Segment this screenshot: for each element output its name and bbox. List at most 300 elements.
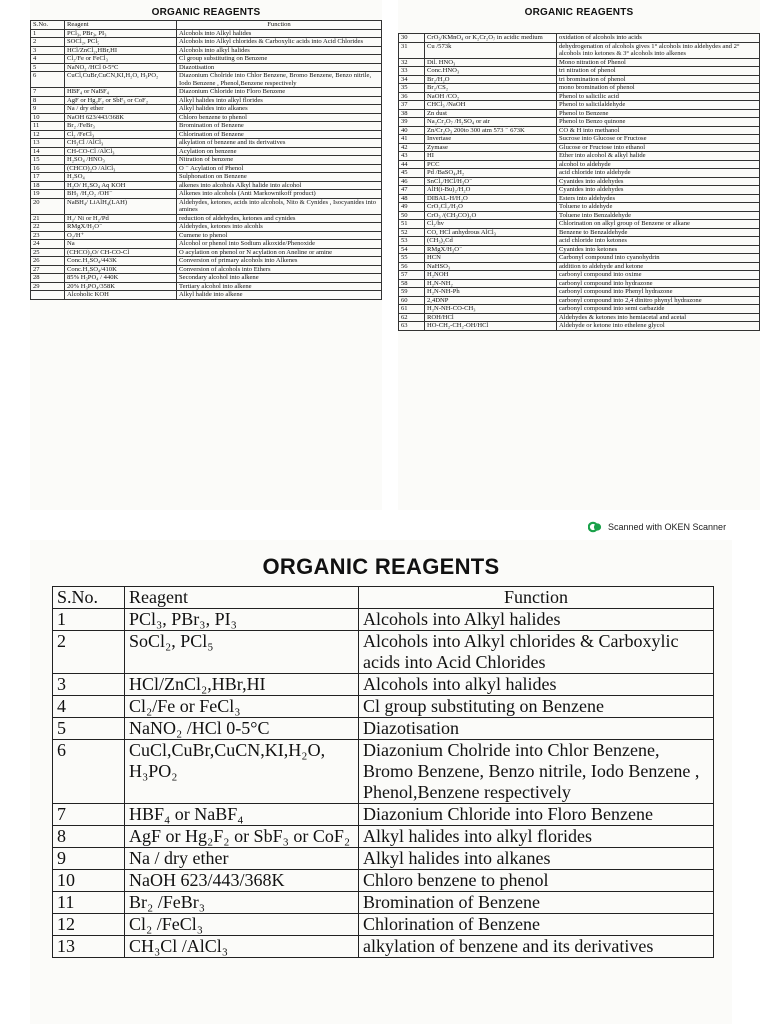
reagent-cell: PCC	[425, 160, 557, 169]
scanned-page-right	[398, 0, 760, 510]
sno-cell: 4	[31, 55, 65, 64]
reagent-cell: H₂/ Ni or H₂/Pd	[65, 214, 177, 223]
reagent-cell: Cl₂/Fe or FeCl₃	[65, 55, 177, 64]
reagent-cell: NaOH 623/443/368K	[125, 870, 359, 892]
function-cell: Chlorination on alkyl group of Benzene or alkane	[557, 220, 760, 229]
function-cell: Phenol to salicilaldehyde	[557, 101, 760, 110]
sno-cell: 7	[31, 88, 65, 97]
function-cell: Alcohol or phenol into Sodium alkoxide/Phenoxide	[177, 240, 382, 249]
function-cell: Alcohols into Alkyl halides	[359, 609, 714, 631]
function-cell: addition to aldehyde and ketone	[557, 262, 760, 271]
sno-cell: 44	[399, 160, 425, 169]
reagent-cell: NaOH /CO₂	[425, 92, 557, 101]
table-row	[31, 198, 382, 214]
sno-cell: 29	[31, 282, 65, 291]
reagent-cell: Cl₂ /FeCl₃	[65, 130, 177, 139]
sno-cell: 15	[31, 156, 65, 165]
table-row	[31, 164, 382, 173]
sno-cell: 60	[399, 296, 425, 305]
reagent-cell: (CHCO)₂O /AlCl₃	[65, 164, 177, 173]
function-cell: Carbonyl compound into cyanohydrin	[557, 254, 760, 263]
function-cell: Phenol to Benzene	[557, 109, 760, 118]
sno-cell: 16	[31, 164, 65, 173]
table-row	[31, 38, 382, 47]
table-row	[399, 84, 760, 93]
sno-cell: 6	[31, 72, 65, 88]
function-cell: Phenol to Benzo quinone	[557, 118, 760, 127]
function-cell: Chlorination of Benzene	[359, 914, 714, 936]
reagent-cell: Na₂Cr₂O₇ /H₂SO₄ or air	[425, 118, 557, 127]
reagent-cell: HBF₄ or NaBF₄	[65, 88, 177, 97]
function-cell: Cyanides into ketones	[557, 245, 760, 254]
function-cell: CO & H into methanol	[557, 126, 760, 135]
table-row	[399, 186, 760, 195]
reagent-cell: (CHCO)₂O/ CH-CO-Cl	[65, 248, 177, 257]
sno-cell: 12	[53, 914, 125, 936]
reagent-cell: NaBH₄/ LiAlH₄(LAH)	[65, 198, 177, 214]
reagent-cell: AgF or Hg₂F₂ or SbF₃ or CoF₂	[65, 96, 177, 105]
reagent-cell: CH-CO-Cl /AlCl₃	[65, 147, 177, 156]
sno-cell: 62	[399, 313, 425, 322]
table-row	[31, 190, 382, 199]
function-cell: Diazotisation	[177, 63, 382, 72]
column-header: S.No.	[31, 21, 65, 30]
function-cell: Alkyl halides into alkyl florides	[177, 96, 382, 105]
table-row	[31, 231, 382, 240]
function-cell: Alcohols into Alkyl chlorides & Carboxylic acids into Acid Chlorides	[359, 631, 714, 674]
table-row	[399, 75, 760, 84]
function-cell: O acylation on phenol or N acylation on Aneline or amine	[177, 248, 382, 257]
table-row	[31, 240, 382, 249]
sno-cell: 39	[399, 118, 425, 127]
function-cell: Esters into aldehydes	[557, 194, 760, 203]
scanned-page-left	[30, 0, 382, 510]
table-row	[53, 826, 714, 848]
sno-cell: 19	[31, 190, 65, 199]
reagents-table	[52, 586, 714, 958]
reagent-cell: Alcoholic KOH	[65, 291, 177, 300]
reagent-cell: HBF₄ or NaBF₄	[125, 804, 359, 826]
sno-cell: 22	[31, 223, 65, 232]
function-cell: Cl group substituting on Benzene	[359, 696, 714, 718]
function-cell: Conversion of alcohols into Ethers	[177, 265, 382, 274]
table-row	[31, 265, 382, 274]
sno-cell: 54	[399, 245, 425, 254]
table-row	[399, 296, 760, 305]
table-row	[31, 274, 382, 283]
sno-cell: 20	[31, 198, 65, 214]
table-row	[31, 105, 382, 114]
table-row	[399, 203, 760, 212]
sno-cell: 3	[31, 46, 65, 55]
reagent-cell: CrO₃/KMnO₄ or K₂Cr₂O₇ in acidic medium	[425, 34, 557, 43]
reagent-cell: Conc.HNO₃	[425, 67, 557, 76]
sno-cell: 57	[399, 271, 425, 280]
table-row	[53, 696, 714, 718]
sno-cell: 37	[399, 101, 425, 110]
sno-cell: 50	[399, 211, 425, 220]
table-row	[31, 122, 382, 131]
sno-cell: 13	[53, 936, 125, 958]
table-row	[31, 29, 382, 38]
reagent-cell: Zymase	[425, 143, 557, 152]
table-row	[399, 42, 760, 58]
reagent-cell: DIBAL-H/H₂O	[425, 194, 557, 203]
table-row	[399, 135, 760, 144]
function-cell: alkenes into alcohols Alkyl halide into alcohol	[177, 181, 382, 190]
table-row	[399, 177, 760, 186]
table-row	[31, 88, 382, 97]
sno-cell: 9	[53, 848, 125, 870]
sno-cell: 55	[399, 254, 425, 263]
function-cell: Mono nitration of Phenol	[557, 58, 760, 67]
reagent-cell: RMgX/H₃O⁻	[425, 245, 557, 254]
table-row	[53, 870, 714, 892]
table-row	[31, 139, 382, 148]
sno-cell	[31, 291, 65, 300]
sno-cell: 35	[399, 84, 425, 93]
table-row	[53, 718, 714, 740]
function-cell: Diazonium Cholride into Chlor Benzene, Bromo Benzene, Benzo nitrile, Iodo Benzene , Phenol,Benzene respectively	[177, 72, 382, 88]
sno-cell: 53	[399, 237, 425, 246]
sno-cell: 8	[53, 826, 125, 848]
function-cell: alkylation of benzene and its derivatives	[359, 936, 714, 958]
table-row	[399, 211, 760, 220]
reagent-cell: PCl₃, PBr₃, PI₃	[65, 29, 177, 38]
table-row	[399, 58, 760, 67]
function-cell: Cumene to phenol	[177, 231, 382, 240]
reagent-cell: H₂O/ H₂SO₄ Aq KOH	[65, 181, 177, 190]
reagent-cell: NaOH 623/443/368K	[65, 113, 177, 122]
function-cell: carbonyl compound into 2,4 dinitro phynyl hydrazone	[557, 296, 760, 305]
table-row	[399, 271, 760, 280]
reagent-cell: H₂N-NH₂	[425, 279, 557, 288]
page-title: ORGANIC REAGENTS	[524, 7, 634, 18]
reagent-cell: H₂N-NH-Ph	[425, 288, 557, 297]
reagent-cell: H₂SO₄	[65, 173, 177, 182]
table-row	[31, 181, 382, 190]
table-row	[31, 113, 382, 122]
reagent-cell: RMgX/H₃O⁻	[65, 223, 177, 232]
function-cell: Aldehydes, ketones, acids into alcohols, Nito & Cynides , Isocyanides into amines	[177, 198, 382, 214]
table-row	[31, 291, 382, 300]
function-cell: Phenol to salicilic acid	[557, 92, 760, 101]
function-cell: acid chloride into aldehyde	[557, 169, 760, 178]
sno-cell: 2	[53, 631, 125, 674]
reagent-cell: NaNO₂ /HCl 0-5°C	[125, 718, 359, 740]
sno-cell: 12	[31, 130, 65, 139]
table-body	[53, 609, 714, 958]
sno-cell: 59	[399, 288, 425, 297]
table-row	[399, 109, 760, 118]
sno-cell: 25	[31, 248, 65, 257]
sno-cell: 8	[31, 96, 65, 105]
table-row	[399, 118, 760, 127]
sno-cell: 6	[53, 740, 125, 804]
page-title: ORGANIC REAGENTS	[151, 7, 261, 18]
table-row	[399, 34, 760, 43]
sno-cell: 4	[53, 696, 125, 718]
table-row	[31, 55, 382, 64]
function-cell: Diazonium Cholride into Chlor Benzene, Bromo Benzene, Benzo nitrile, Iodo Benzene , Phenol,Benzene respectively	[359, 740, 714, 804]
reagent-cell: CH₃Cl /AlCl₃	[65, 139, 177, 148]
table-row	[399, 126, 760, 135]
table-row	[53, 914, 714, 936]
sno-cell: 46	[399, 177, 425, 186]
function-cell: Diazonium Chloride into Floro Benzene	[359, 804, 714, 826]
function-cell: Alkyl halides into alkanes	[359, 848, 714, 870]
table-row	[399, 305, 760, 314]
reagent-cell: NaNO₂ /HCl 0-5°C	[65, 63, 177, 72]
sno-cell: 63	[399, 322, 425, 331]
sno-cell: 30	[399, 34, 425, 43]
scanner-watermark	[588, 520, 726, 534]
table-header-row	[31, 21, 382, 30]
sno-cell: 1	[53, 609, 125, 631]
sno-cell: 1	[31, 29, 65, 38]
reagent-cell: CrO₂Cl₂/H₃O	[425, 203, 557, 212]
table-row	[31, 223, 382, 232]
table-row	[53, 848, 714, 870]
function-cell: Nitration of benzene	[177, 156, 382, 165]
function-cell: Alcohols into Alkyl chlorides & Carboxylic acids into Acid Chlorides	[177, 38, 382, 47]
table-row	[399, 254, 760, 263]
function-cell: Toluene to aldehyde	[557, 203, 760, 212]
sno-cell: 10	[53, 870, 125, 892]
reagent-cell: Dil. HNO₃	[425, 58, 557, 67]
reagent-cell: Br₂/CS₂	[425, 84, 557, 93]
reagent-cell: HCN	[425, 254, 557, 263]
sno-cell: 42	[399, 143, 425, 152]
scanner-label: Scanned with OKEN Scanner	[608, 522, 727, 532]
table-header-row	[53, 587, 714, 609]
table-row	[31, 96, 382, 105]
table-row	[399, 160, 760, 169]
sno-cell: 26	[31, 257, 65, 266]
function-cell: Benzene to Benzaldehyde	[557, 228, 760, 237]
table-row	[399, 220, 760, 229]
table-row	[399, 288, 760, 297]
reagent-cell: Zn/Cr₂O₃ 200to 300 atm 573 ⁻ 673K	[425, 126, 557, 135]
table-row	[53, 631, 714, 674]
sno-cell: 9	[31, 105, 65, 114]
table-row	[399, 152, 760, 161]
function-cell: alkylation of benzene and its derivatives	[177, 139, 382, 148]
table-body	[31, 29, 382, 299]
sno-cell: 11	[31, 122, 65, 131]
sno-cell: 47	[399, 186, 425, 195]
sno-cell: 49	[399, 203, 425, 212]
table-row	[399, 245, 760, 254]
function-cell: carbonyl compound into Phenyl hydrazone	[557, 288, 760, 297]
table-row	[31, 248, 382, 257]
sno-cell: 36	[399, 92, 425, 101]
reagent-cell: Conc.H₂SO₄/410K	[65, 265, 177, 274]
sno-cell: 7	[53, 804, 125, 826]
sno-cell: 14	[31, 147, 65, 156]
table-row	[53, 936, 714, 958]
reagent-cell: 85% H₃PO₄ / 440K	[65, 274, 177, 283]
function-cell: Cyanides into aldehydes	[557, 186, 760, 195]
function-cell: Chloro benzene to phenol	[359, 870, 714, 892]
sno-cell: 45	[399, 169, 425, 178]
column-header: Reagent	[65, 21, 177, 30]
table-row	[53, 804, 714, 826]
sno-cell: 17	[31, 173, 65, 182]
reagent-cell: CH₃Cl /AlCl₃	[125, 936, 359, 958]
reagent-cell: CHCl₃ /NaOH	[425, 101, 557, 110]
reagent-cell: PCl₃, PBr₃, PI₃	[125, 609, 359, 631]
reagent-cell: Br₂ /FeBr₃	[65, 122, 177, 131]
function-cell: reduction of aldehydes, ketones and cynides	[177, 214, 382, 223]
function-cell: dehydrogenation of alcohols gives 1° alcohols into aldehydes and 2° alcohols into ketones & 3° alcohols into alkenes	[557, 42, 760, 58]
reagent-cell: Cl₂/hv	[425, 220, 557, 229]
sno-cell: 2	[31, 38, 65, 47]
reagents-table	[398, 33, 760, 331]
reagent-cell: ROH/HCl	[425, 313, 557, 322]
table-row	[53, 740, 714, 804]
sno-cell: 51	[399, 220, 425, 229]
table-body	[399, 34, 760, 331]
sno-cell: 28	[31, 274, 65, 283]
column-header: Reagent	[125, 587, 359, 609]
sno-cell: 41	[399, 135, 425, 144]
function-cell: Chlorination of Benzene	[177, 130, 382, 139]
reagent-cell: AlH(i-Bu)₂/H₂O	[425, 186, 557, 195]
sno-cell: 13	[31, 139, 65, 148]
reagent-cell: CuCl,CuBr,CuCN,KI,H₂O, H₃PO₂	[125, 740, 359, 804]
table-row	[399, 279, 760, 288]
function-cell: Alcohols into alkyl halides	[359, 674, 714, 696]
function-cell: alcohol to aldehyde	[557, 160, 760, 169]
sno-cell: 21	[31, 214, 65, 223]
table-row	[399, 228, 760, 237]
function-cell: carbonyl compound into hydrazone	[557, 279, 760, 288]
function-cell: Sulphonation on Benzene	[177, 173, 382, 182]
sno-cell: 43	[399, 152, 425, 161]
sno-cell: 56	[399, 262, 425, 271]
reagent-cell: AgF or Hg₂F₂ or SbF₃ or CoF₂	[125, 826, 359, 848]
table-row	[31, 63, 382, 72]
sno-cell: 5	[53, 718, 125, 740]
function-cell: O ⁻ Acylation of Phenol	[177, 164, 382, 173]
reagent-cell: (CH₃)₂Cd	[425, 237, 557, 246]
function-cell: Aldehydes, ketones into alcohls	[177, 223, 382, 232]
sno-cell: 48	[399, 194, 425, 203]
function-cell: carbonyl compound into oxime	[557, 271, 760, 280]
table-row	[31, 214, 382, 223]
reagent-cell: SoCl₂, PCl₅	[125, 631, 359, 674]
reagent-cell: Na / dry ether	[65, 105, 177, 114]
function-cell: Aldehyde or ketone into ethelene glycol	[557, 322, 760, 331]
column-header: S.No.	[53, 587, 125, 609]
function-cell: Aldehydes & ketones into hemiacetal and acetal	[557, 313, 760, 322]
sno-cell: 18	[31, 181, 65, 190]
reagent-cell: H₂SO₄ /HNO₃	[65, 156, 177, 165]
reagent-cell: SOCl₂, PCl₅	[65, 38, 177, 47]
sno-cell: 31	[399, 42, 425, 58]
function-cell: Secondary alcohol into alkene	[177, 274, 382, 283]
function-cell: Alcohols into alkyl halides	[177, 46, 382, 55]
table-row	[53, 674, 714, 696]
reagent-cell: 20% H₃PO₄/358K	[65, 282, 177, 291]
table-row	[31, 282, 382, 291]
sno-cell: 23	[31, 231, 65, 240]
reagent-cell: O₂/H⁺	[65, 231, 177, 240]
sno-cell: 38	[399, 109, 425, 118]
sno-cell: 34	[399, 75, 425, 84]
table-row	[399, 313, 760, 322]
function-cell: Alkyl halides into alkyl florides	[359, 826, 714, 848]
table-row	[399, 101, 760, 110]
reagent-cell: NaHSO₃	[425, 262, 557, 271]
table-row	[31, 156, 382, 165]
function-cell: Conversion of primary alcohols into Alkenes	[177, 257, 382, 266]
table-row	[53, 609, 714, 631]
reagents-table	[30, 20, 382, 300]
reagent-cell: Cl₂/Fe or FeCl₃	[125, 696, 359, 718]
reagent-cell: Na	[65, 240, 177, 249]
reagent-cell: H₂N-NH-CO-CH₃	[425, 305, 557, 314]
function-cell: Ether into alcohol & alkyl halide	[557, 152, 760, 161]
table-row	[399, 322, 760, 331]
table-row	[399, 237, 760, 246]
reagent-cell: H₂NOH	[425, 271, 557, 280]
function-cell: Bromination of Benzene	[177, 122, 382, 131]
reagent-cell: CO, HCl anhydrous AlCl₃	[425, 228, 557, 237]
table-row	[31, 46, 382, 55]
table-row	[399, 92, 760, 101]
function-cell: tri nitration of phenol	[557, 67, 760, 76]
page-title: ORGANIC REAGENTS	[262, 554, 500, 579]
reagent-cell: Na / dry ether	[125, 848, 359, 870]
function-cell: acid chloride into ketones	[557, 237, 760, 246]
function-cell: Alkenes into alcohols (Anti Markownikoff product)	[177, 190, 382, 199]
function-cell: Diazonium Chloride into Floro Benzene	[177, 88, 382, 97]
function-cell: Alkyl halides into alkanes	[177, 105, 382, 114]
table-row	[53, 892, 714, 914]
column-header: Function	[177, 21, 382, 30]
reagent-cell: 2,4DNP	[425, 296, 557, 305]
table-row	[31, 257, 382, 266]
reagent-cell: SnCl₂/HCl/H₃O⁻	[425, 177, 557, 186]
table-row	[31, 130, 382, 139]
function-cell: Glucose or Fructose into ethanol	[557, 143, 760, 152]
reagent-cell: BH₃ /H₂O₂ /OH⁻	[65, 190, 177, 199]
function-cell: mono bromination of phenol	[557, 84, 760, 93]
sno-cell: 33	[399, 67, 425, 76]
reagent-cell: Br₂/H₂O	[425, 75, 557, 84]
function-cell: Alkyl halide into alkene	[177, 291, 382, 300]
table-row	[399, 67, 760, 76]
table-row	[31, 72, 382, 88]
reagent-cell: Pd /BaSO₄,H₂	[425, 169, 557, 178]
sno-cell: 11	[53, 892, 125, 914]
sno-cell: 40	[399, 126, 425, 135]
reagent-cell: Cu /573k	[425, 42, 557, 58]
sno-cell: 61	[399, 305, 425, 314]
sno-cell: 27	[31, 265, 65, 274]
function-cell: oxidation of alcohols into acids	[557, 34, 760, 43]
function-cell: carbonyl compound into semi carbazide	[557, 305, 760, 314]
function-cell: Tertiary alcohol into alkene	[177, 282, 382, 291]
table-row	[399, 262, 760, 271]
function-cell: Toluene into Benzaldehyde	[557, 211, 760, 220]
sno-cell: 58	[399, 279, 425, 288]
sno-cell: 24	[31, 240, 65, 249]
table-row	[399, 194, 760, 203]
table-row	[399, 169, 760, 178]
